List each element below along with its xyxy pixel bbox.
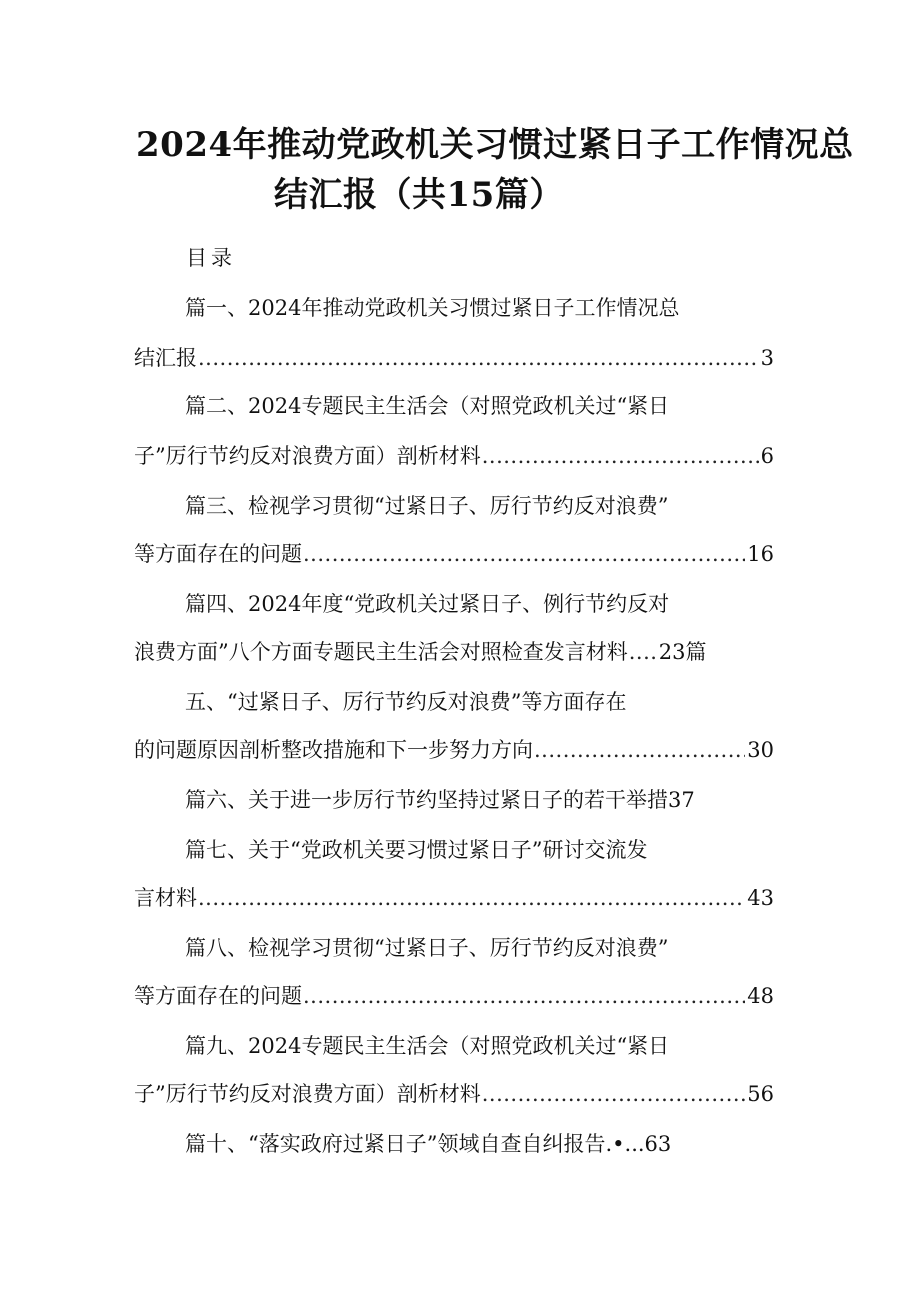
toc-entry-7-line2[interactable] [134,882,774,914]
title-line-1: 2024年推动党政机关习惯过紧日子工作情况总 [136,125,854,165]
toc-entry-4-page: 23篇 [658,640,707,664]
toc-entry-6[interactable]: 篇六、关于进一步厉行节约坚持过紧日子的若干举措37 [185,788,695,812]
toc-entry-8-page: 48 [747,984,774,1008]
toc-entry-2-page: 6 [760,444,774,468]
dot-leader [482,1078,746,1110]
title-line-2: 结汇报（共15篇） [274,175,564,215]
dot-leader [629,636,657,668]
toc-entry-5-text: 的问题原因剖析整改措施和下一步努力方向 [134,738,533,762]
toc-entry-8-line1[interactable]: 篇八、检视学习贯彻“过紧日子、厉行节约反对浪费” [185,936,669,960]
toc-entry-5-line1[interactable]: 五、“过紧日子、厉行节约反对浪费”等方面存在 [185,690,627,714]
toc-entry-3-page: 16 [747,542,774,566]
toc-entry-8-text: 等方面存在的问题 [134,984,302,1008]
dot-leader [534,734,745,766]
dot-leader [482,440,759,472]
toc-entry-8-line2[interactable] [134,980,774,1012]
toc-entry-1-line2[interactable] [134,342,774,374]
dot-leader [198,882,745,914]
toc-entry-1-page: 3 [760,346,774,370]
toc-entry-2-line2[interactable] [134,440,774,472]
toc-entry-7-text: 言材料 [134,886,197,910]
toc-entry-1-text: 结汇报 [134,346,197,370]
toc-entry-2-text: 子”厉行节约反对浪费方面）剖析材料 [134,444,481,468]
dot-leader [303,980,745,1012]
toc-entry-4-text: 浪费方面”八个方面专题民主生活会对照检查发言材料 [134,640,628,664]
toc-entry-3-line2[interactable] [134,538,774,570]
toc-entry-9-line2[interactable] [134,1078,774,1110]
dot-leader [303,538,745,570]
toc-entry-7-page: 43 [747,886,774,910]
toc-entry-2-line1[interactable]: 篇二、2024专题民主生活会（对照党政机关过“紧日 [185,394,670,418]
toc-entry-9-line1[interactable]: 篇九、2024专题民主生活会（对照党政机关过“紧日 [185,1034,670,1058]
toc-heading: 目录 [186,246,236,270]
toc-entry-5-page: 30 [747,738,774,762]
toc-entry-3-line1[interactable]: 篇三、检视学习贯彻“过紧日子、厉行节约反对浪费” [185,494,669,518]
toc-entry-9-page: 56 [747,1082,774,1106]
toc-entry-4-line2[interactable] [134,636,774,668]
toc-entry-9-text: 子”厉行节约反对浪费方面）剖析材料 [134,1082,481,1106]
toc-entry-5-line2[interactable] [134,734,774,766]
toc-entry-1-line1[interactable]: 篇一、2024年推动党政机关习惯过紧日子工作情况总 [185,296,680,320]
toc-entry-7-line1[interactable]: 篇七、关于“党政机关要习惯过紧日子”研讨交流发 [185,838,648,862]
dot-leader [198,342,759,374]
toc-entry-4-line1[interactable]: 篇四、2024年度“党政机关过紧日子、例行节约反对 [185,592,670,616]
toc-entry-10[interactable]: 篇十、“落实政府过紧日子”领域自查自纠报告.•...63 [185,1132,672,1156]
toc-entry-3-text: 等方面存在的问题 [134,542,302,566]
